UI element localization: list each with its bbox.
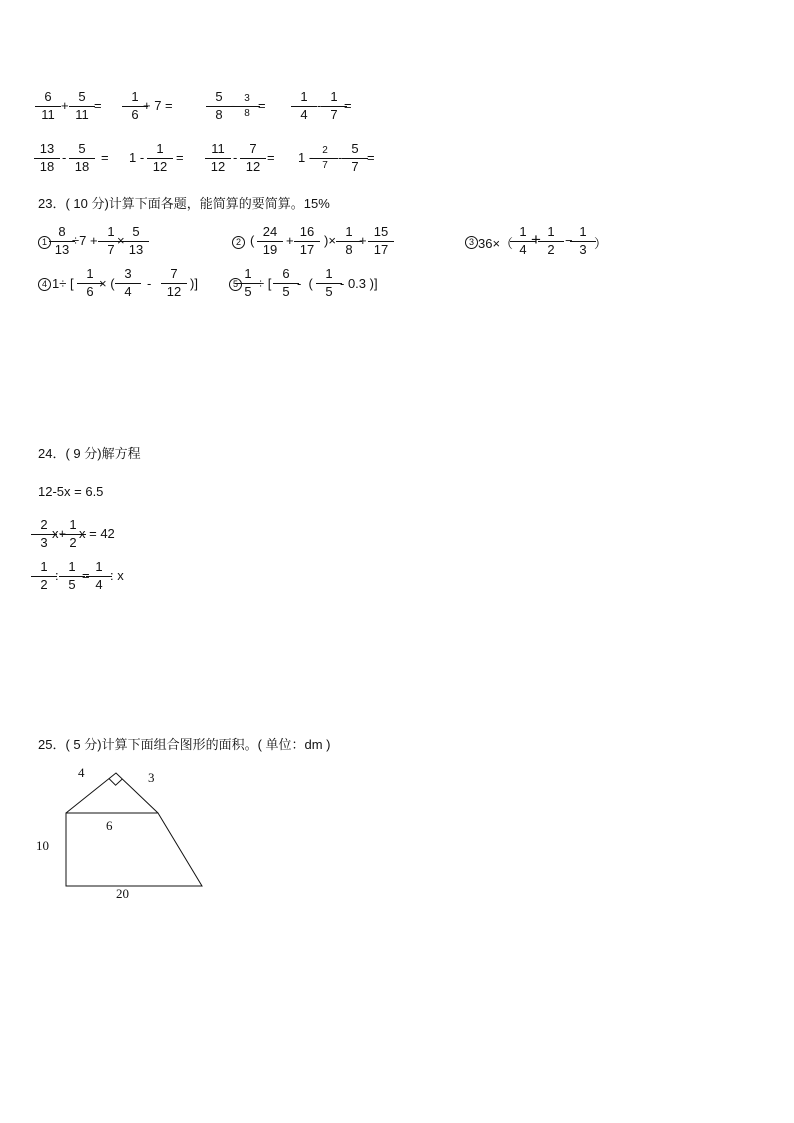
operator: + [61,98,69,113]
equals-sign: = [82,568,90,583]
bracket: ( [250,233,255,248]
problem-number-3: 3 [465,236,478,249]
label-bottom-side: 20 [116,886,129,901]
equals-sign: = [94,98,102,113]
expression-text: ÷7 + [72,233,98,248]
expression-text: x = 42 [79,526,115,541]
expression-text: 1 - [129,150,145,165]
operator: - [147,276,152,291]
equals-sign: = [101,150,109,165]
operator: + [286,233,294,248]
problem-number-5: 5 [229,278,242,291]
expression-text: 36×（ [478,236,514,251]
bracket: )] [190,276,198,291]
problem-number-1: 1 [38,236,51,249]
equals-sign: = [344,98,352,113]
operator: + [359,233,367,248]
label-height: 10 [36,838,49,853]
question-24-heading: 24．( 9 分)解方程 [38,446,141,461]
expression-text: x+ [52,526,67,541]
label-top-side: 6 [106,818,113,833]
expression-text: 1 - [298,150,314,165]
operator: + [531,230,541,249]
operator: × [117,233,125,248]
expression-text: 1÷ [ [52,276,74,291]
problem-number-4: 4 [38,278,51,291]
question-25-heading: 25．( 5 分)计算下面组合图形的面积。( 单位：dm ) [38,737,331,752]
expression-text: + 7 = [143,98,173,113]
label-triangle-right-side: 3 [148,770,155,785]
problem-number-2: 2 [232,236,245,249]
expression-text: : x [110,568,124,583]
bracket: ） [594,236,608,251]
equation-1: 12-5x = 6.5 [38,484,104,499]
operator: - [233,150,238,165]
operator: - [317,98,322,113]
operator: − [565,233,573,248]
right-angle-mark [109,779,122,786]
ratio-colon: : [55,568,59,583]
expression-text: )× [324,233,336,248]
operator: - [62,150,67,165]
equals-sign: = [176,150,184,165]
label-triangle-left-side: 4 [78,765,85,780]
operator: - [231,98,236,113]
expression-text: ÷ [ [257,276,272,291]
equals-sign: = [258,98,266,113]
equals-sign: = [367,150,375,165]
operator: - [338,150,343,165]
figure-outline [66,813,202,886]
expression-text: × ( [99,276,115,291]
expression-text: - ( [297,276,313,291]
equals-sign: = [267,150,275,165]
expression-text: - 0.3 )] [340,276,378,291]
question-23-heading: 23．( 10 分)计算下面各题，能简算的要简算。15% [38,196,330,211]
